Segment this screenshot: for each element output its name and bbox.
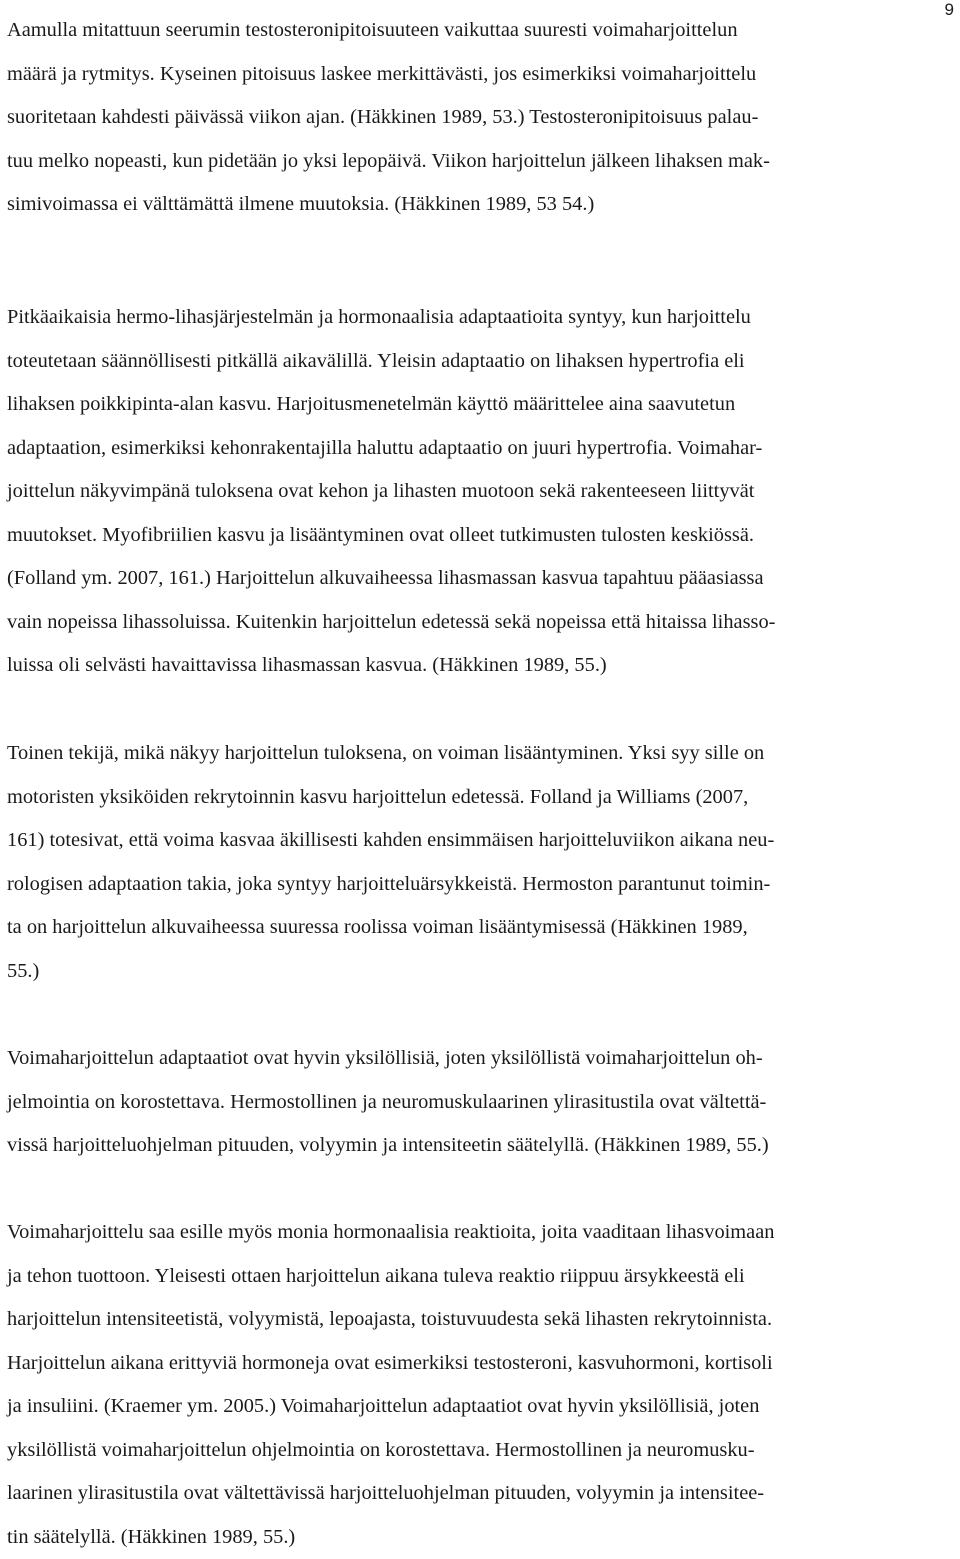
text-line: määrä ja rytmitys. Kyseinen pitoisuus laskee merkittävästi, jos esimerkiksi voimaharjoittelu [7,53,957,97]
text-line: ja insuliini. (Kraemer ym. 2005.) Voimaharjoittelun adaptaatiot ovat hyvin yksilöllisiä, joten [7,1385,957,1429]
text-line: Pitkäaikaisia hermo-lihasjärjestelmän ja hormonaalisia adaptaatioita syntyy, kun harjoittelu [7,296,957,340]
paragraph-1 [7,9,957,227]
text-line: Voimaharjoittelun adaptaatiot ovat hyvin yksilöllisiä, joten yksilöllistä voimaharjoittelun oh- [7,1037,957,1081]
text-line: Voimaharjoittelu saa esille myös monia hormonaalisia reaktioita, joita vaaditaan lihasvoimaan [7,1211,957,1255]
text-line: 55.) [7,950,957,994]
text-line: Aamulla mitattuun seerumin testosteronipitoisuuteen vaikuttaa suuresti voimaharjoittelun [7,9,957,53]
text-line: tin säätelyllä. (Häkkinen 1989, 55.) [7,1516,957,1559]
text-line: toteutetaan säännöllisesti pitkällä aikavälillä. Yleisin adaptaatio on lihaksen hypertrofia eli [7,340,957,384]
text-line: Toinen tekijä, mikä näkyy harjoittelun tuloksena, on voiman lisääntyminen. Yksi syy sille on [7,732,957,776]
text-line: rologisen adaptaation takia, joka syntyy harjoitteluärsykkeistä. Hermoston parantunut toimin- [7,863,957,907]
paragraph-4 [7,1037,957,1168]
text-line: simivoimassa ei välttämättä ilmene muutoksia. (Häkkinen 1989, 53 54.) [7,183,957,227]
text-line: suoritetaan kahdesti päivässä viikon ajan. (Häkkinen 1989, 53.) Testosteronipitoisuus palau- [7,96,957,140]
text-line: Harjoittelun aikana erittyviä hormoneja ovat esimerkiksi testosteroni, kasvuhormoni, kortisoli [7,1342,957,1386]
paragraph-5 [7,1211,957,1559]
text-line: ja tehon tuottoon. Yleisesti ottaen harjoittelun aikana tuleva reaktio riippuu ärsykkeestä eli [7,1255,957,1299]
text-line: harjoittelun intensiteetistä, volyymistä, lepoajasta, toistuvuudesta sekä lihasten rekrytoinnista. [7,1298,957,1342]
text-line: vain nopeissa lihassoluissa. Kuitenkin harjoittelun edetessä sekä nopeissa että hitaissa lihasso- [7,601,957,645]
text-line: 161) totesivat, että voima kasvaa äkillisesti kahden ensimmäisen harjoitteluviikon aikana neu- [7,819,957,863]
text-line: (Folland ym. 2007, 161.) Harjoittelun alkuvaiheessa lihasmassan kasvua tapahtuu pääasiassa [7,557,957,601]
text-line: jelmointia on korostettava. Hermostollinen ja neuromuskulaarinen ylirasitustila ovat vältettä- [7,1081,957,1125]
text-line: laarinen ylirasitustila ovat vältettävissä harjoitteluohjelman pituuden, volyymin ja intensitee- [7,1472,957,1516]
text-line: tuu melko nopeasti, kun pidetään jo yksi lepopäivä. Viikon harjoittelun jälkeen lihaksen mak- [7,140,957,184]
paragraph-2 [7,296,957,688]
page-number: 9 [945,0,954,20]
paragraph-3 [7,732,957,993]
text-line: joittelun näkyvimpänä tuloksena ovat kehon ja lihasten muotoon sekä rakenteeseen liittyvät [7,470,957,514]
text-line: vissä harjoitteluohjelman pituuden, volyymin ja intensiteetin säätelyllä. (Häkkinen 1989, 55.) [7,1124,957,1168]
text-line: lihaksen poikkipinta-alan kasvu. Harjoitusmenetelmän käyttö määrittelee aina saavutetun [7,383,957,427]
text-line: ta on harjoittelun alkuvaiheessa suuressa roolissa voiman lisääntymisessä (Häkkinen 1989, [7,906,957,950]
text-line: muutokset. Myofibriilien kasvu ja lisääntyminen ovat olleet tutkimusten tulosten keskiössä. [7,514,957,558]
text-line: yksilöllistä voimaharjoittelun ohjelmointia on korostettava. Hermostollinen ja neuromusku- [7,1429,957,1473]
text-line: luissa oli selvästi havaittavissa lihasmassan kasvua. (Häkkinen 1989, 55.) [7,644,957,688]
text-line: motoristen yksiköiden rekrytoinnin kasvu harjoittelun edetessä. Folland ja Williams (2007, [7,776,957,820]
text-line: adaptaation, esimerkiksi kehonrakentajilla haluttu adaptaatio on juuri hypertrofia. Voimahar- [7,427,957,471]
